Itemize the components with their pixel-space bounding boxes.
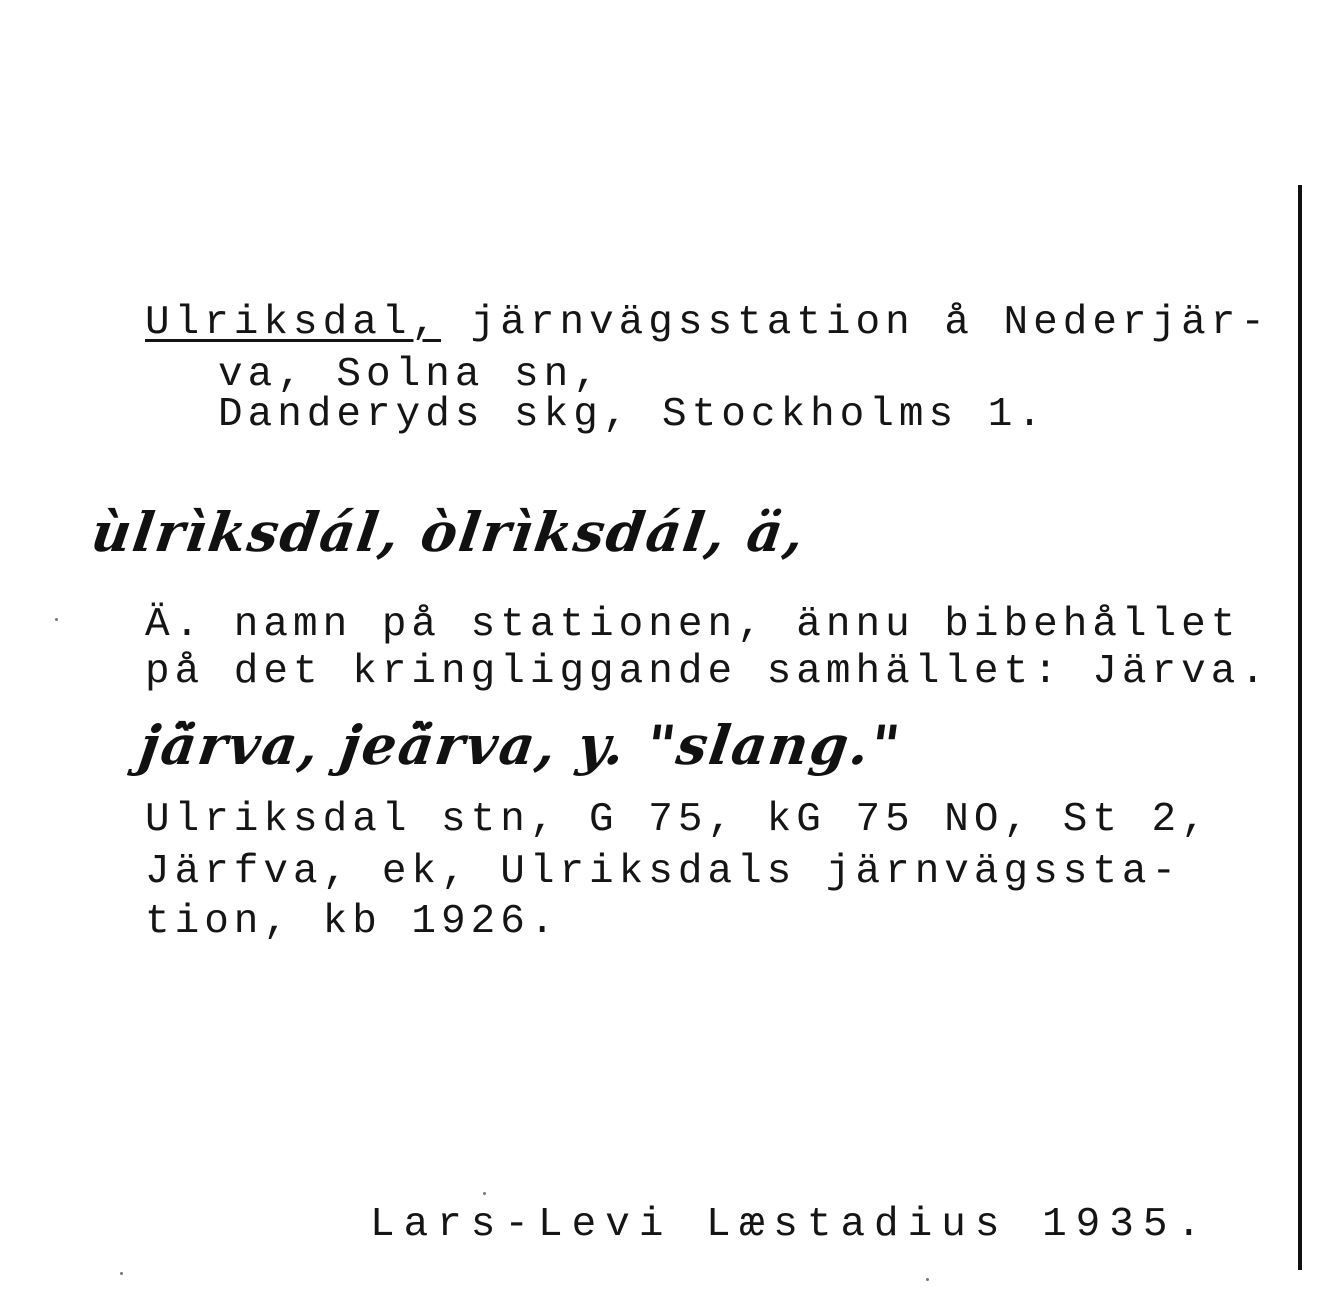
card-edge-line [1298,185,1302,1270]
dust-speck [926,1278,929,1281]
sources-line-1: Ulriksdal stn, G 75, kG 75 NO, St 2, [145,797,1211,843]
note-line-1: Ä. namn på stationen, ännu bibehållet [145,602,1241,648]
entry-line-1 [145,300,1270,346]
dust-speck [120,1272,123,1275]
sources-line-2: Järfva, ek, Ulriksdals järnvägssta- [145,849,1182,895]
sources-line-3: tion, kb 1926. [145,899,560,945]
dust-speck [483,1192,486,1195]
note-line-2: på det kringliggande samhället: Järva. [145,649,1270,695]
entry-line-2: va, Solna sn, [218,352,603,398]
handwritten-pronunciation-2: jä̀rva, jeä̀rva, y. "slang." [135,713,906,777]
signature: Lars-Levi Læstadius 1935. [370,1202,1211,1248]
entry-line-3: Danderyds skg, Stockholms 1. [218,392,1047,438]
dust-speck [55,618,58,621]
headword: Ulriksdal, [145,300,442,346]
handwritten-pronunciation-1: ùlrìksdál, òlrìksdál, ä, [87,500,810,564]
entry-line-1-text: järnvägsstation å Nederjär- [441,300,1270,346]
